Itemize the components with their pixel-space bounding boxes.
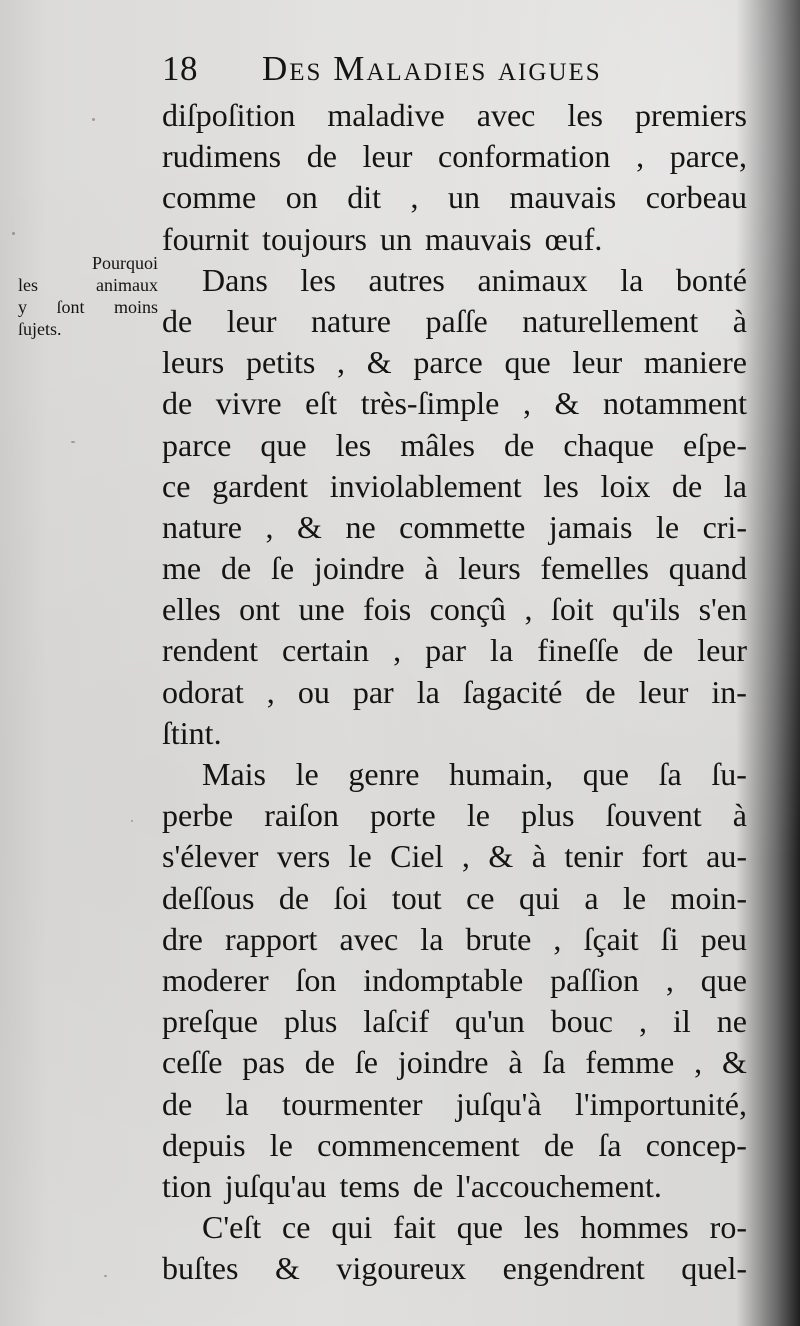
paper-speck bbox=[71, 441, 75, 443]
text-line: odorat , ou par la ſagacité de leur in- bbox=[162, 673, 747, 710]
text-line: C'eſt ce qui fait que les hommes ro- bbox=[202, 1209, 747, 1246]
text-line: tion juſqu'au tems de l'accouchement. bbox=[162, 1167, 662, 1204]
text-line: rudimens de leur conformation , parce, bbox=[162, 138, 747, 175]
text-line: ce gardent inviolablement les loix de la bbox=[162, 467, 747, 504]
text-line: Mais le genre humain, que ſa ſu- bbox=[202, 756, 747, 792]
margin-note-line: Pourquoi bbox=[91, 253, 158, 273]
text-line: de la tourmenter juſqu'à l'importunité, bbox=[162, 1085, 747, 1122]
text-line: s'élever vers le Ciel , & à tenir fort au- bbox=[162, 838, 747, 875]
running-header bbox=[162, 43, 762, 95]
text-line: fournit toujours un mauvais œuf. bbox=[162, 220, 603, 257]
text-line: diſpoſition maladive avec les premiers bbox=[162, 97, 747, 133]
text-line: dre rapport avec la brute , ſçait ſi peu bbox=[162, 920, 747, 957]
text-line: elles ont une fois conçû , ſoit qu'ils s'en bbox=[162, 591, 747, 628]
text-line: deſſous de ſoi tout ce qui a le moin- bbox=[162, 879, 747, 916]
margin-note-line: ſujets. bbox=[18, 319, 62, 339]
text-line: nature , & ne commette jamais le cri- bbox=[162, 508, 747, 545]
paper-speck bbox=[104, 1275, 107, 1277]
paper-speck bbox=[12, 232, 15, 235]
paper-speck bbox=[92, 118, 95, 121]
text-line: de vivre eſt très-ſimple , & notamment bbox=[162, 385, 747, 422]
margin-note-line: y ſont moins bbox=[18, 297, 158, 317]
text-line: ſtint. bbox=[162, 714, 222, 751]
running-title: Des Maladies aigues bbox=[262, 49, 602, 88]
text-line: Dans les autres animaux la bonté bbox=[202, 261, 747, 298]
text-line: me de ſe joindre à leurs femelles quand bbox=[162, 550, 747, 587]
text-line: preſque plus laſcif qu'un bouc , il ne bbox=[162, 1003, 747, 1040]
margin-note bbox=[18, 252, 158, 340]
margin-note-line: les animaux bbox=[18, 275, 158, 295]
page-number: 18 bbox=[162, 49, 198, 88]
text-line: comme on dit , un mauvais corbeau bbox=[162, 179, 747, 216]
text-line: depuis le commencement de ſa concep- bbox=[162, 1126, 747, 1163]
text-line: rendent certain , par la fineſſe de leur bbox=[162, 632, 747, 669]
body-text bbox=[162, 95, 747, 1289]
text-line: moderer ſon indomptable paſſion , que bbox=[162, 961, 747, 998]
text-line: leurs petits , & parce que leur maniere bbox=[162, 344, 747, 381]
paper-speck bbox=[131, 820, 133, 822]
text-line: de leur nature paſſe naturellement à bbox=[162, 302, 747, 339]
text-line: ceſſe pas de ſe joindre à ſa femme , & bbox=[162, 1044, 747, 1081]
text-line: perbe raiſon porte le plus ſouvent à bbox=[162, 797, 747, 834]
text-line: parce que les mâles de chaque eſpe- bbox=[162, 426, 747, 463]
text-line: buſtes & vigoureux engendrent quel- bbox=[162, 1250, 747, 1287]
